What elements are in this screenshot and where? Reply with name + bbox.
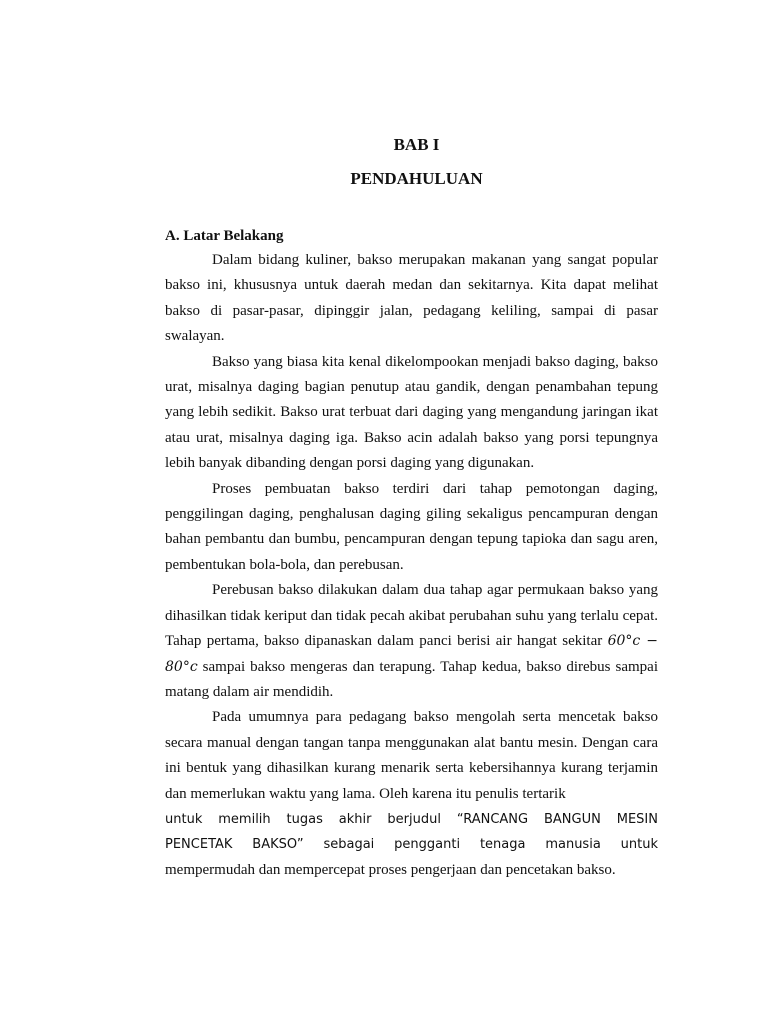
paragraph-4-text-start: Perebusan bakso dilakukan dalam dua tahap agar permukaan bakso yang dihasilkan tidak keriput dan tidak pecah akibat perubahan suhu yang terlalu cepat. Tahap pertama, bakso dipanaskan dalam panci berisi air hangat sekitar xyxy=(165,582,658,650)
paragraph-4 xyxy=(165,578,658,705)
paragraph-5-line-title-1: untuk memilih tugas akhir berjudul “RANCANG BANGUN MESIN xyxy=(165,811,658,827)
paragraph-5-text: Pada umumnya para pedagang bakso mengolah serta mencetak bakso secara manual dengan tangan tanpa menggunakan alat bantu mesin. Dengan cara ini bentuk yang dihasilkan kurang menarik serta kebersihannya kurang terjamin dan memerlukan waktu yang lama. Oleh karena itu penulis tertarik xyxy=(165,709,658,802)
chapter-number: BAB I xyxy=(393,135,440,154)
temperature-range: 60°c − 80°c xyxy=(165,633,659,675)
paragraph-5-last-line: mempermudah dan mempercepat proses pengerjaan dan pencetakan bakso. xyxy=(165,861,616,878)
paragraph-1: Dalam bidang kuliner, bakso merupakan makanan yang sangat popular bakso ini, khususnya untuk daerah medan dan sekitarnya. Kita dapat melihat bakso di pasar-pasar, dipinggir jalan, pedagang keliling, sampai di pasar swalayan. xyxy=(165,252,658,345)
document-page xyxy=(165,134,658,883)
section-heading: A. Latar Belakang xyxy=(165,228,284,244)
paragraph-5 xyxy=(165,705,658,883)
paragraph-2: Bakso yang biasa kita kenal dikelompookan menjadi bakso daging, bakso urat, misalnya daging bagian penutup atau gandik, dengan penambahan tepung yang lebih sedikit. Bakso urat terbuat dari daging yang mengandung jaringan ikat atau urat, misalnya daging iga. Bakso acin adalah bakso yang porsi tepungnya lebih banyak dibanding dengan porsi daging yang digunakan. xyxy=(165,353,658,472)
chapter-title: PENDAHULUAN xyxy=(350,169,483,188)
paragraph-4-text-end: sampai bakso mengeras dan terapung. Tahap kedua, bakso direbus sampai matang dalam air mendidih. xyxy=(165,658,658,700)
paragraph-5-line-title-2: PENCETAK BAKSO” sebagai pengganti tenaga manusia untuk xyxy=(165,837,658,853)
paragraph-3: Proses pembuatan bakso terdiri dari tahap pemotongan daging, penggilingan daging, penghalusan daging giling sekaligus pencampuran dengan bahan pembantu dan bumbu, pencampuran dengan tepung tapioka dan sagu aren, pembentukan bola-bola, dan perebusan. xyxy=(165,480,658,573)
